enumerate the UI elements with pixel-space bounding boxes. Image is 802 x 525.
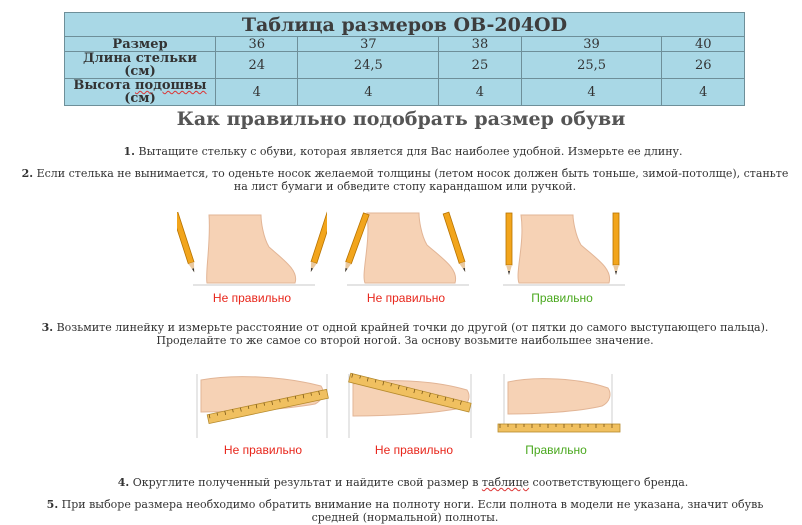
table-cell: 40 <box>662 37 745 52</box>
size-table <box>64 12 745 106</box>
ruler-illustration-1 <box>193 370 343 480</box>
table-cell: 4 <box>662 79 745 106</box>
caption-right: Правильно <box>531 291 593 305</box>
ruler-foot-image <box>193 370 333 442</box>
table-cell: 39 <box>521 37 662 52</box>
table-row <box>65 52 745 79</box>
step-4: 4. Округлите полученный результат и найдите свой размер в таблице соответствующего бренда. <box>117 476 689 489</box>
pencil-illustration-3 <box>487 203 637 313</box>
table-cell: 4 <box>521 79 662 106</box>
step-1: 1. Вытащите стельку с обуви, которая является для Вас наиболее удобной. Измерьте ее длину. <box>123 145 683 158</box>
table-row <box>65 37 745 52</box>
ruler-foot-image <box>494 370 624 442</box>
caption-wrong: Не правильно <box>366 291 446 305</box>
ruler-illustration-2 <box>343 370 493 480</box>
pencil-foot-image <box>487 203 637 288</box>
table-cell: 4 <box>439 79 521 106</box>
table-cell: 4 <box>216 79 298 106</box>
table-cell: 24,5 <box>298 52 439 79</box>
table-row <box>65 79 745 106</box>
table-cell: 36 <box>216 37 298 52</box>
pencil-foot-image <box>177 203 327 288</box>
ruler-foot-image <box>343 370 483 442</box>
table-cell: 25,5 <box>521 52 662 79</box>
pencil-illustration-2 <box>331 203 481 313</box>
caption-right: Правильно <box>525 443 587 457</box>
table-cell: 26 <box>662 52 745 79</box>
row-label-size: Размер <box>65 37 216 52</box>
table-cell: 24 <box>216 52 298 79</box>
step-5: 5. При выборе размера необходимо обратить внимание на полноту ноги. Если полнота в модели не указана, значит обувь средней (нормальной) полноты. <box>46 498 764 524</box>
step-2: 2. Если стелька не вынимается, то оденьте носок желаемой толщины (летом носок должен быть тоньше, зимой-потолще), станьте на лист бумаги и обведите стопу карандашом или ручкой. <box>21 167 789 193</box>
step-3: 3. Возьмите линейку и измерьте расстояние от одной крайней точки до другой (от пятки до самого выступающего пальца). Проделайте то же самое со второй ногой. За основу возьмите наибольшее значение. <box>41 321 769 347</box>
caption-wrong: Не правильно <box>212 291 292 305</box>
pencil-foot-image <box>331 203 481 288</box>
size-table-title: Таблица размеров OB-204OD <box>65 13 745 37</box>
table-cell: 38 <box>439 37 521 52</box>
pencil-illustration-1 <box>177 203 327 313</box>
caption-wrong: Не правильно <box>223 443 303 457</box>
row-label-sole-height: Высота подошвы (см) <box>65 79 216 106</box>
row-label-insole-length: Длина стельки (см) <box>65 52 216 79</box>
table-cell: 4 <box>298 79 439 106</box>
ruler-illustration-3 <box>494 370 644 480</box>
table-cell: 25 <box>439 52 521 79</box>
caption-wrong: Не правильно <box>374 443 454 457</box>
page-heading: Как правильно подобрать размер обуви <box>176 108 626 130</box>
table-cell: 37 <box>298 37 439 52</box>
